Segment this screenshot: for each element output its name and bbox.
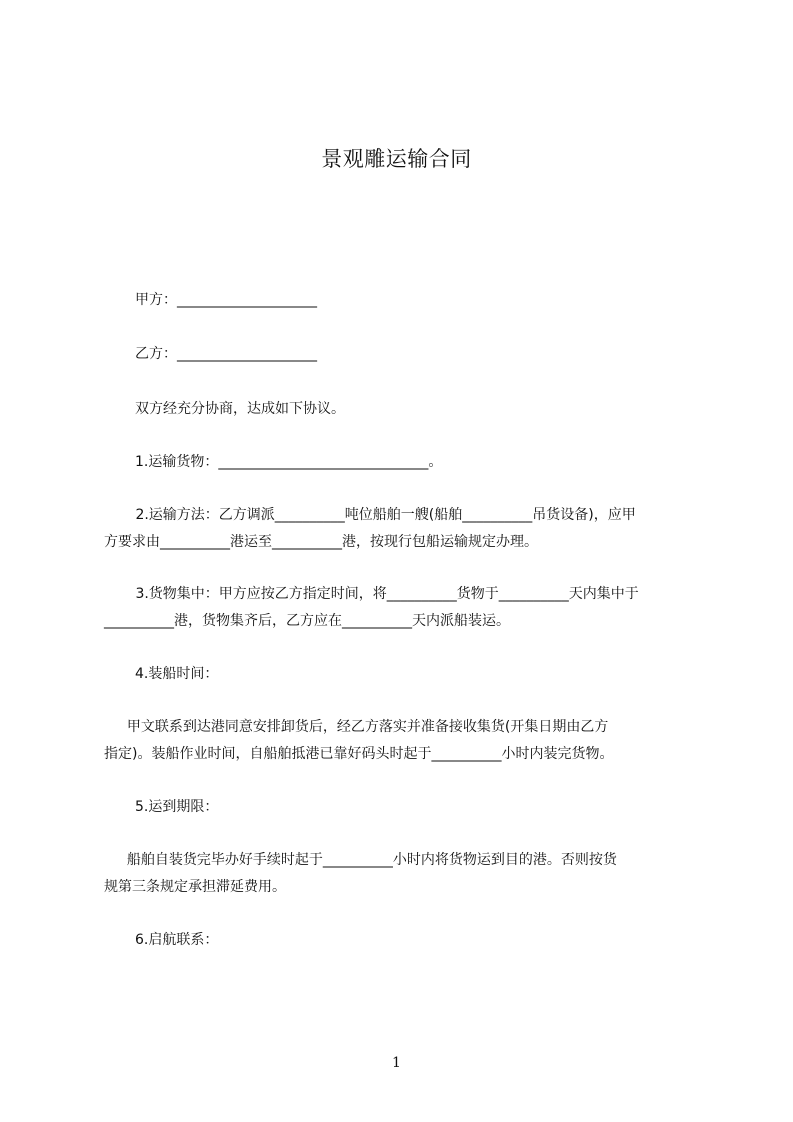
clause-4-line-2: 指定)。装船作业时间，自船舶抵港已靠好码头时起于__________小时内装完货物。 xyxy=(104,746,614,762)
clause-2-line-2: 方要求由__________港运至__________港，按现行包船运输规定办理。 xyxy=(104,534,538,550)
page-number: 1 xyxy=(392,1055,401,1071)
clause-5-line-1: 船舶自装货完毕办好手续时起于__________小时内将货物运到目的港。否则按货 xyxy=(118,852,617,868)
clause-5-line-2: 规第三条规定承担滞延费用。 xyxy=(104,879,286,895)
party-a-line: 甲方：____________________ xyxy=(135,292,317,308)
page-title: 景观雕运输合同 xyxy=(321,147,472,171)
clause-3-line-1: 3.货物集中：甲方应按乙方指定时间，将__________货物于__________天内集中于 xyxy=(131,586,639,602)
clause-6-heading: 6.启航联系： xyxy=(135,932,219,948)
clause-5-heading: 5.运到期限： xyxy=(135,799,219,815)
clause-2-line-1: 2.运输方法：乙方调派__________吨位船舶一艘(船舶__________吊货设备)，应甲 xyxy=(131,507,636,523)
party-b-line: 乙方：____________________ xyxy=(135,346,317,362)
clause-4-line-1: 甲文联系到达港同意安排卸货后，经乙方落实并准备接收集货(开集日期由乙方 xyxy=(118,719,609,735)
intro-text: 双方经充分协商，达成如下协议。 xyxy=(135,401,345,417)
clause-4-heading: 4.装船时间： xyxy=(135,666,219,682)
clause-1: 1.运输货物：______________________________。 xyxy=(135,454,443,470)
clause-3-line-2: __________港，货物集齐后，乙方应在__________天内派船装运。 xyxy=(104,613,510,629)
